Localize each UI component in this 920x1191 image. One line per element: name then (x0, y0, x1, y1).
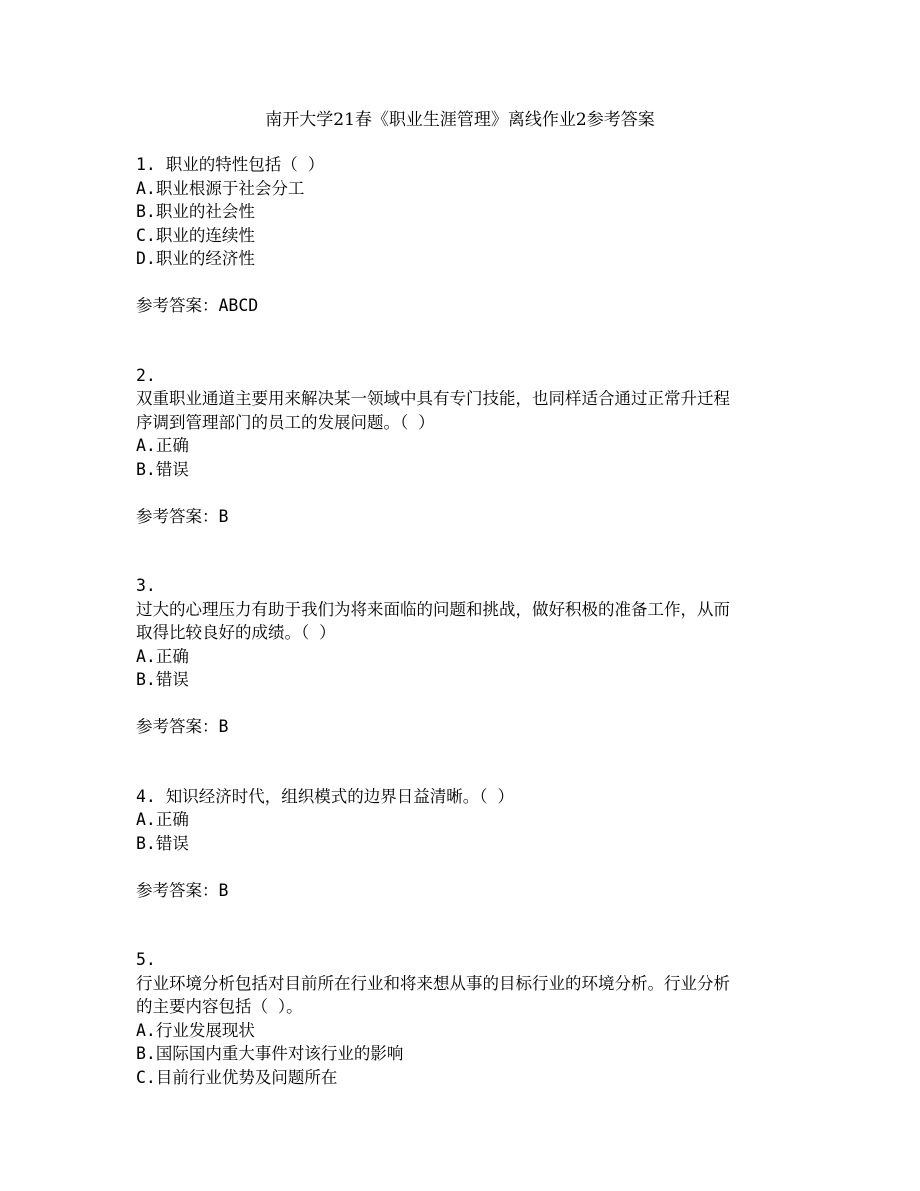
answer-line: 参考答案：B (136, 717, 229, 736)
question-stem-line: 4. 知识经济时代，组织模式的边界日益清晰。（ ） (136, 786, 514, 806)
question-4 (136, 785, 796, 903)
question-stem-line: 双重职业通道主要用来解决某一领域中具有专门技能，也同样适合通过正常升迁程 (136, 389, 730, 408)
question-stem-line: 取得比较良好的成绩。（ ） (136, 623, 336, 642)
answer-line: 参考答案：ABCD (136, 296, 259, 315)
question-stem-line: 的主要内容包括（ ）。 (136, 997, 303, 1016)
option-a: A.正确 (136, 646, 189, 666)
option-a: A.职业根源于社会分工 (136, 178, 305, 198)
answer-line: 参考答案：B (136, 880, 229, 900)
question-stem-line: 过大的心理压力有助于我们为将来面临的问题和挑战，做好积极的准备工作，从而 (136, 599, 730, 619)
question-stem-line: 行业环境分析包括对目前所在行业和将来想从事的目标行业的环境分析。行业分析 (136, 973, 730, 993)
option-d: D.职业的经济性 (136, 249, 255, 268)
question-number: 3. (136, 576, 156, 595)
question-stem-line: 1. 职业的特性包括（ ） (136, 155, 325, 174)
option-b: B.国际国内重大事件对该行业的影响 (136, 1044, 404, 1063)
question-5 (136, 948, 796, 1089)
question-2 (136, 364, 796, 529)
option-a: A.正确 (136, 810, 189, 829)
question-3 (136, 574, 796, 739)
option-c: C.目前行业优势及问题所在 (136, 1067, 338, 1087)
option-a: A.正确 (136, 436, 189, 455)
question-stem-line: 序调到管理部门的员工的发展问题。（ ） (136, 412, 435, 432)
option-c: C.职业的连续性 (136, 225, 255, 245)
option-b: B.职业的社会性 (136, 202, 255, 221)
question-1 (136, 153, 796, 318)
option-a: A.行业发展现状 (136, 1020, 255, 1040)
document-title: 南开大学21春《职业生涯管理》离线作业2参考答案 (265, 110, 655, 130)
option-b: B.错误 (136, 670, 189, 689)
option-b: B.错误 (136, 833, 189, 853)
question-number: 5. (136, 950, 156, 969)
option-b: B.错误 (136, 459, 189, 479)
answer-line: 参考答案：B (136, 506, 229, 526)
question-list (136, 153, 796, 1089)
question-number: 2. (136, 365, 156, 385)
